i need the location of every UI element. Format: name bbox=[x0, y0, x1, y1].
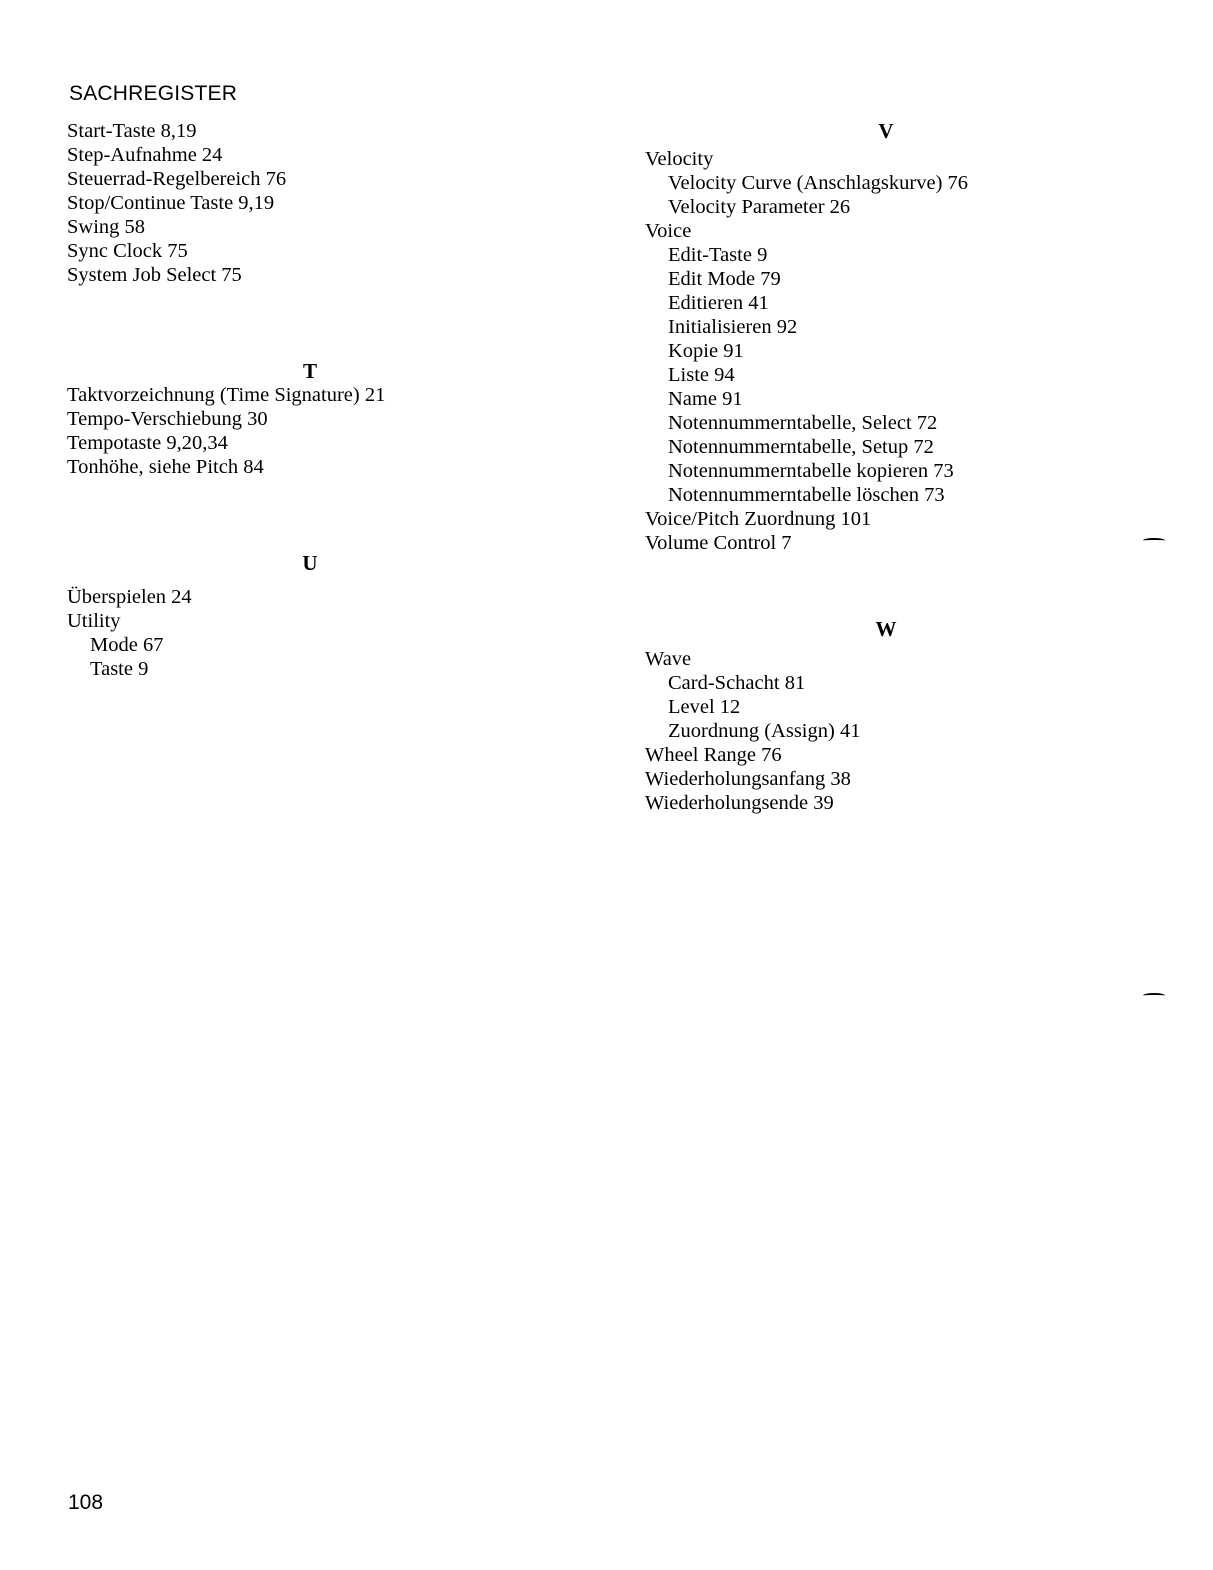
index-subentry: Editieren 41 bbox=[668, 292, 769, 314]
index-entry: Velocity bbox=[645, 148, 714, 170]
scan-mark bbox=[1143, 538, 1165, 543]
index-entry: Sync Clock 75 bbox=[67, 240, 188, 262]
index-subentry: Velocity Parameter 26 bbox=[668, 196, 851, 218]
index-entry: Wave bbox=[645, 648, 692, 670]
index-column-right bbox=[645, 119, 1165, 815]
index-entry: Swing 58 bbox=[67, 216, 146, 238]
section-letter-t: T bbox=[302, 359, 317, 383]
index-entry: Wiederholungsanfang 38 bbox=[645, 768, 851, 790]
index-entry: Step-Aufnahme 24 bbox=[67, 144, 223, 166]
index-subentry: Liste 94 bbox=[668, 364, 735, 386]
index-subentry: Taste 9 bbox=[90, 658, 149, 680]
index-entry: Taktvorzeichnung (Time Signature) 21 bbox=[67, 384, 386, 406]
index-subentry: Card-Schacht 81 bbox=[668, 672, 806, 694]
section-letter-w: W bbox=[875, 617, 897, 641]
index-entry: Wheel Range 76 bbox=[645, 744, 782, 766]
index-subentry: Level 12 bbox=[668, 696, 741, 718]
page-title: SACHREGISTER bbox=[69, 82, 238, 105]
page-number: 108 bbox=[68, 1491, 104, 1514]
index-entry: Stop/Continue Taste 9,19 bbox=[67, 192, 275, 214]
index-entry: Wiederholungsende 39 bbox=[645, 792, 834, 814]
index-entry: Volume Control 7 bbox=[645, 532, 792, 554]
index-entry: Utility bbox=[67, 610, 121, 632]
index-subentry: Name 91 bbox=[668, 388, 743, 410]
index-subentry: Velocity Curve (Anschlagskurve) 76 bbox=[668, 172, 969, 194]
index-subentry: Initialisieren 92 bbox=[668, 316, 798, 338]
index-entry: Tonhöhe, siehe Pitch 84 bbox=[67, 456, 264, 478]
index-entry: Voice/Pitch Zuordnung 101 bbox=[645, 508, 872, 530]
index-entry: Start-Taste 8,19 bbox=[67, 120, 197, 142]
index-subentry: Zuordnung (Assign) 41 bbox=[668, 720, 861, 742]
index-entry: Voice bbox=[645, 220, 692, 242]
section-letter-v: V bbox=[878, 119, 894, 143]
index-subentry: Notennummerntabelle, Setup 72 bbox=[668, 436, 934, 458]
index-subentry: Notennummerntabelle kopieren 73 bbox=[668, 460, 954, 482]
index-entry: Tempotaste 9,20,34 bbox=[67, 432, 228, 454]
index-entry: Steuerrad-Regelbereich 76 bbox=[67, 168, 287, 190]
index-subentry: Edit Mode 79 bbox=[668, 268, 781, 290]
index-subentry: Notennummerntabelle, Select 72 bbox=[668, 412, 938, 434]
section-letter-u: U bbox=[302, 551, 318, 575]
scan-mark bbox=[1143, 993, 1165, 998]
index-subentry: Kopie 91 bbox=[668, 340, 744, 362]
index-subentry: Notennummerntabelle löschen 73 bbox=[668, 484, 945, 506]
index-column-left bbox=[67, 119, 567, 681]
index-entry: Überspielen 24 bbox=[67, 586, 192, 608]
index-subentry: Edit-Taste 9 bbox=[668, 244, 768, 266]
index-subentry: Mode 67 bbox=[90, 634, 164, 656]
index-entry: Tempo-Verschiebung 30 bbox=[67, 408, 268, 430]
index-entry: System Job Select 75 bbox=[67, 264, 242, 286]
